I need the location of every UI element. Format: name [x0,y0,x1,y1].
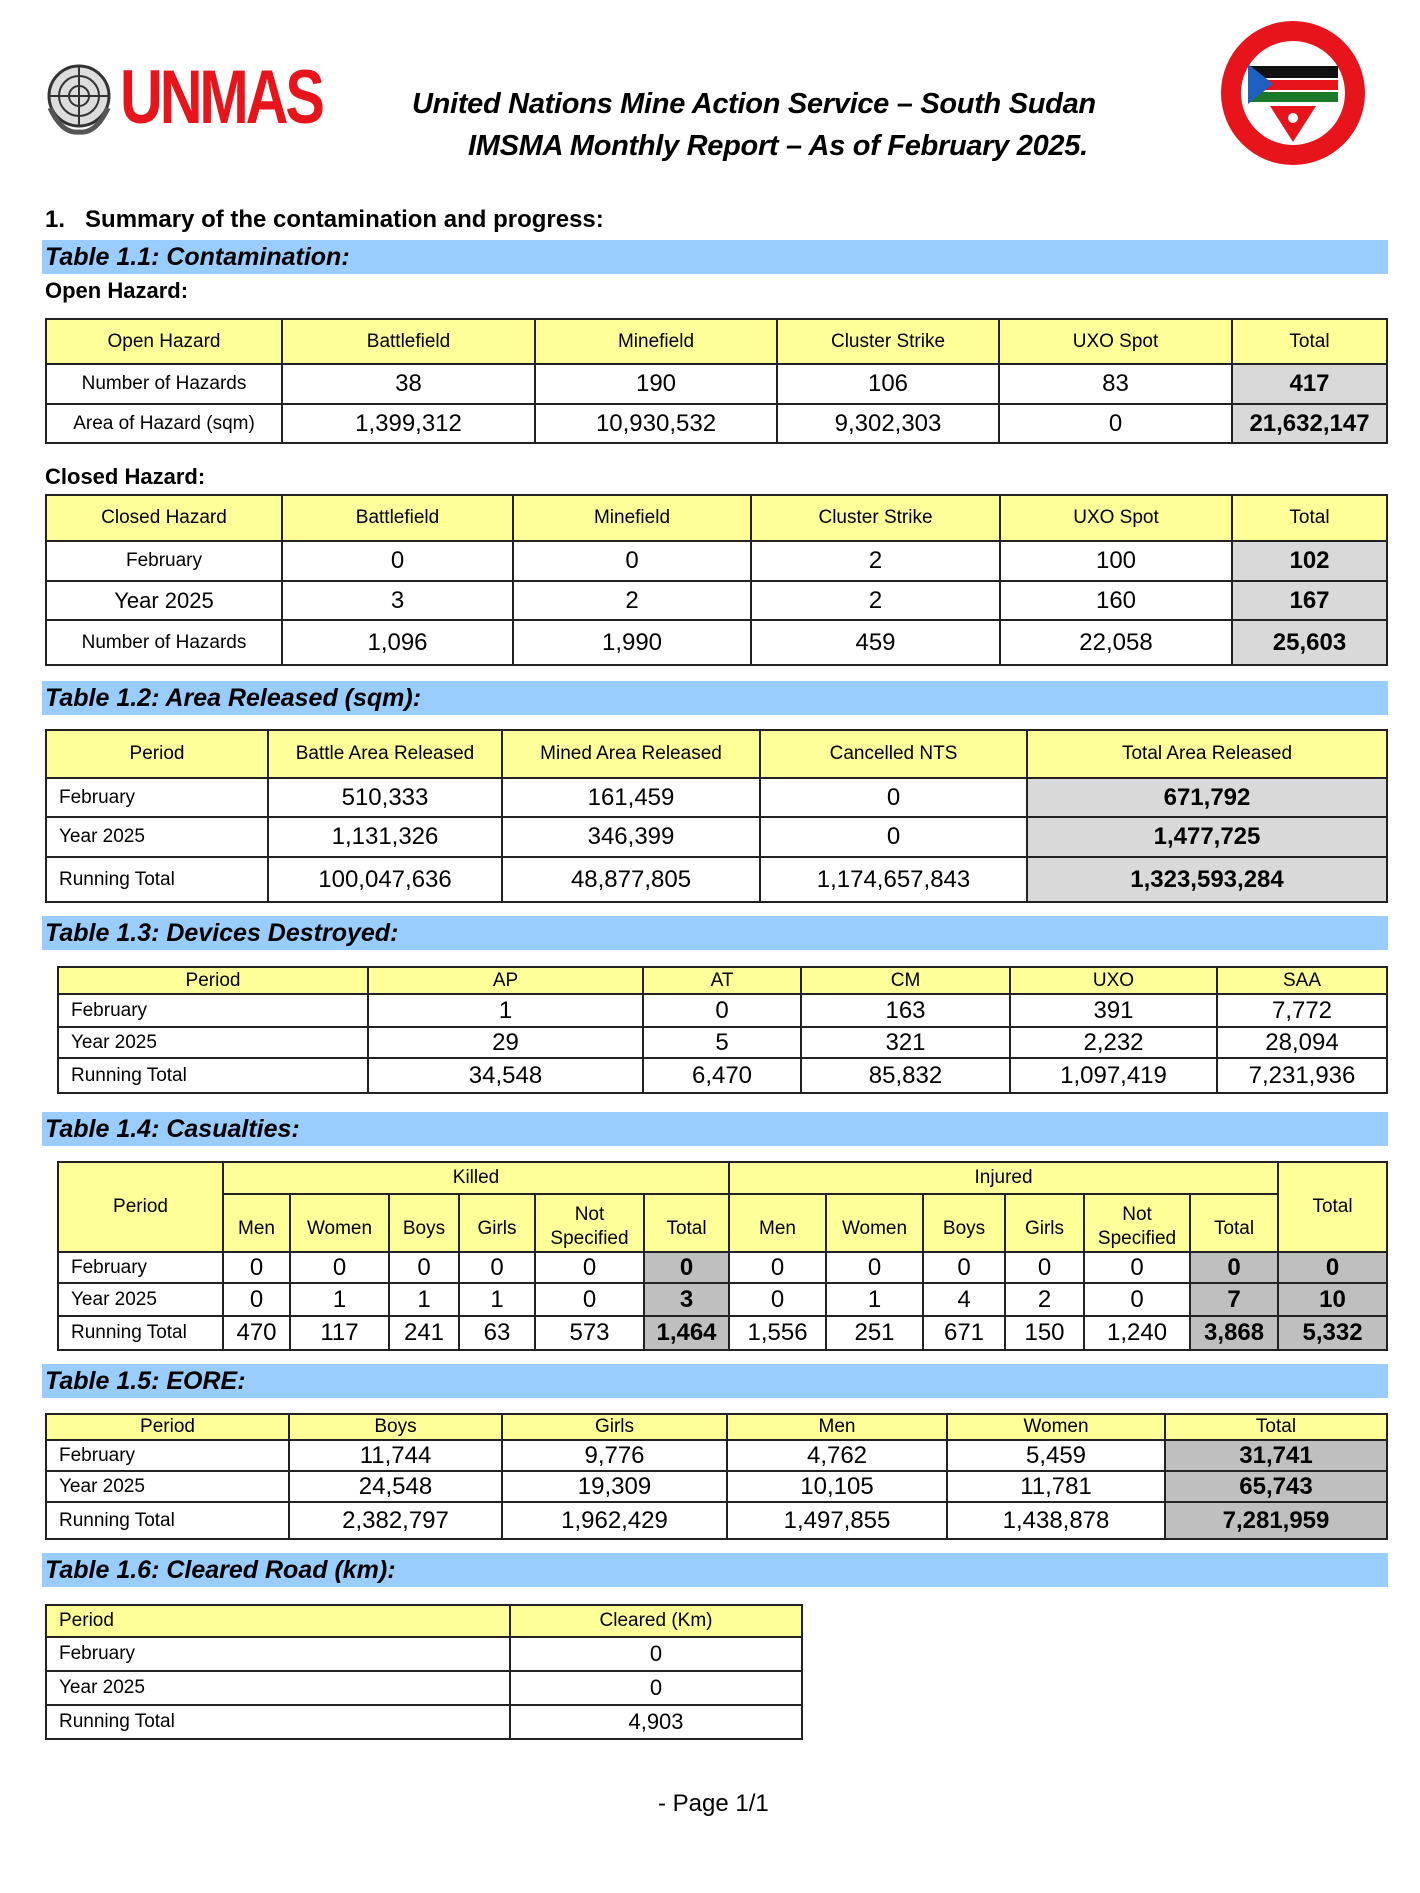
total-cell: 7 [1190,1283,1278,1316]
cell: 1 [290,1283,389,1316]
cell: 24,548 [289,1471,502,1502]
cell: 7,231,936 [1217,1058,1387,1093]
total-cell: 1,323,593,284 [1027,857,1387,902]
row-label: Running Total [46,1502,289,1539]
report-title-line1: United Nations Mine Action Service – South Sudan [412,88,1096,120]
open-hazard-table [45,318,1388,444]
col-header-killed: Killed [223,1162,729,1194]
table-row [58,1252,1387,1283]
cell: 0 [826,1252,923,1283]
col-header: Open Hazard [46,319,282,364]
table-row [58,1027,1387,1058]
cell: 160 [1000,581,1232,620]
cell: 0 [535,1283,644,1316]
table-row [46,541,1387,581]
table-row [46,1502,1387,1539]
cell: 19,309 [502,1471,727,1502]
cell: 0 [513,541,751,581]
col-header: UXO Spot [999,319,1232,364]
cell: 0 [290,1252,389,1283]
cell: 22,058 [1000,620,1232,665]
cell: 4,903 [510,1705,802,1739]
section-title: 1. Summary of the contamination and progress: [45,206,604,233]
total-cell: 21,632,147 [1232,404,1387,443]
col-header: Battle Area Released [268,730,502,778]
cell: 1 [368,994,643,1027]
total-cell: 10 [1278,1283,1387,1316]
cell: 1,240 [1084,1316,1190,1350]
cell: 251 [826,1316,923,1350]
casualties-table [57,1161,1388,1351]
table-row [46,817,1387,857]
row-label: February [58,994,368,1027]
cell: 0 [760,778,1027,817]
table-row [58,994,1387,1027]
table-1-3-title: Table 1.3: Devices Destroyed: [45,919,399,947]
cell: 10,930,532 [535,404,777,443]
col-header-sub: Women [826,1194,923,1252]
total-cell: 0 [1190,1252,1278,1283]
col-header: Total [1232,319,1387,364]
cell: 0 [1084,1283,1190,1316]
col-header-sub: Men [223,1194,290,1252]
open-hazard-label: Open Hazard: [45,278,189,303]
cell: 100,047,636 [268,857,502,902]
col-header: Cleared (Km) [510,1605,802,1637]
cell: 0 [389,1252,459,1283]
cell: 0 [223,1252,290,1283]
total-cell: 102 [1232,541,1387,581]
row-label: February [46,1637,510,1671]
cell: 0 [223,1283,290,1316]
cell: 28,094 [1217,1027,1387,1058]
area-released-table [45,729,1388,903]
col-header: AP [368,967,643,994]
cell: 7,772 [1217,994,1387,1027]
cell: 0 [923,1252,1005,1283]
table-1-5-title-bar [42,1364,1388,1398]
cell: 1,399,312 [282,404,535,443]
cell: 9,776 [502,1440,727,1471]
cell: 2 [751,581,1000,620]
cell: 2,382,797 [289,1502,502,1539]
cell: 0 [1084,1252,1190,1283]
col-header: Girls [502,1414,727,1440]
cell: 573 [535,1316,644,1350]
report-title-line2: IMSMA Monthly Report – As of February 2025. [468,130,1088,162]
cell: 6,470 [643,1058,801,1093]
table-row [46,1471,1387,1502]
row-label: Running Total [46,857,268,902]
table-row [46,1671,802,1705]
unmas-logo-text: UNMAS [120,55,322,140]
col-header: Period [46,1414,289,1440]
cell: 48,877,805 [502,857,760,902]
table-row [46,364,1387,404]
col-header: Men [727,1414,947,1440]
col-header: Minefield [535,319,777,364]
cell: 190 [535,364,777,404]
table-row [46,620,1387,665]
row-label: Year 2025 [58,1027,368,1058]
table-1-3-title-bar [42,916,1388,950]
col-header: Cluster Strike [751,495,1000,541]
row-label: Year 2025 [58,1283,223,1316]
cell: 150 [1005,1316,1084,1350]
row-label: February [46,541,282,581]
col-header-sub: Not Specified [535,1194,644,1252]
cell: 346,399 [502,817,760,857]
table-row [46,778,1387,817]
cell: 459 [751,620,1000,665]
cell: 510,333 [268,778,502,817]
cell: 4 [923,1283,1005,1316]
cell: 2 [1005,1283,1084,1316]
total-cell: 5,332 [1278,1316,1387,1350]
row-label: February [46,778,268,817]
col-header: UXO Spot [1000,495,1232,541]
col-header: Period [46,730,268,778]
cell: 38 [282,364,535,404]
col-header: Battlefield [282,319,535,364]
cell: 11,744 [289,1440,502,1471]
table-1-4-title: Table 1.4: Casualties: [45,1115,300,1143]
cell: 1 [826,1283,923,1316]
cell: 0 [459,1252,535,1283]
cell: 1,962,429 [502,1502,727,1539]
table-row [58,1058,1387,1093]
cell: 117 [290,1316,389,1350]
table-1-6-title: Table 1.6: Cleared Road (km): [45,1556,396,1584]
cell: 2,232 [1010,1027,1217,1058]
table-row [46,404,1387,443]
cell: 0 [282,541,513,581]
total-cell: 417 [1232,364,1387,404]
cell: 1 [389,1283,459,1316]
col-header: Mined Area Released [502,730,760,778]
col-header: Total [1165,1414,1387,1440]
cell: 106 [777,364,999,404]
row-label: Running Total [58,1058,368,1093]
col-header-sub: Girls [459,1194,535,1252]
table-1-6-title-bar [42,1553,1388,1587]
cell: 0 [760,817,1027,857]
cell: 34,548 [368,1058,643,1093]
cell: 5 [643,1027,801,1058]
col-header-period: Period [58,1162,223,1252]
col-header: Cluster Strike [777,319,999,364]
cell: 3 [282,581,513,620]
col-header: Closed Hazard [46,495,282,541]
cell: 100 [1000,541,1232,581]
total-cell: 1,464 [644,1316,729,1350]
closed-hazard-table [45,494,1388,666]
cell: 0 [729,1283,826,1316]
closed-hazard-label: Closed Hazard: [45,464,206,489]
cell: 83 [999,364,1232,404]
table-row [46,857,1387,902]
col-header-sub: Girls [1005,1194,1084,1252]
col-header: Boys [289,1414,502,1440]
table-row [46,1637,802,1671]
cell: 29 [368,1027,643,1058]
cell: 161,459 [502,778,760,817]
cell: 2 [513,581,751,620]
col-header: Cancelled NTS [760,730,1027,778]
col-header: Battlefield [282,495,513,541]
total-cell: 31,741 [1165,1440,1387,1471]
cell: 10,105 [727,1471,947,1502]
col-header: AT [643,967,801,994]
cell: 671 [923,1316,1005,1350]
row-label: Year 2025 [46,1671,510,1705]
cell: 0 [535,1252,644,1283]
table-1-1-title-bar [42,240,1388,274]
cleared-road-table [45,1604,803,1740]
cell: 1,990 [513,620,751,665]
cell: 11,781 [947,1471,1165,1502]
cell: 321 [801,1027,1010,1058]
col-header: CM [801,967,1010,994]
row-label: Number of Hazards [46,620,282,665]
cell: 9,302,303 [777,404,999,443]
cell: 4,762 [727,1440,947,1471]
cell: 1,097,419 [1010,1058,1217,1093]
row-label: Running Total [58,1316,223,1350]
col-header-sub: Boys [389,1194,459,1252]
row-label: February [46,1440,289,1471]
cell: 0 [999,404,1232,443]
cell: 0 [729,1252,826,1283]
cell: 0 [510,1637,802,1671]
row-label: Area of Hazard (sqm) [46,404,282,443]
cell: 470 [223,1316,290,1350]
cell: 0 [510,1671,802,1705]
cell: 1,096 [282,620,513,665]
col-header: UXO [1010,967,1217,994]
cell: 2 [751,541,1000,581]
table-row [58,1316,1387,1350]
total-cell: 0 [644,1252,729,1283]
total-cell: 25,603 [1232,620,1387,665]
row-label: Year 2025 [46,581,282,620]
col-header: Total Area Released [1027,730,1387,778]
total-cell: 167 [1232,581,1387,620]
col-header: Period [58,967,368,994]
col-header-sub: Total [644,1194,729,1252]
total-cell: 65,743 [1165,1471,1387,1502]
cell: 163 [801,994,1010,1027]
col-header: SAA [1217,967,1387,994]
eore-table [45,1413,1388,1540]
un-emblem-logo [42,58,117,138]
table-1-5-title: Table 1.5: EORE: [45,1367,246,1395]
row-label: Number of Hazards [46,364,282,404]
total-cell: 7,281,959 [1165,1502,1387,1539]
total-cell: 1,477,725 [1027,817,1387,857]
total-cell: 3,868 [1190,1316,1278,1350]
cell: 1,174,657,843 [760,857,1027,902]
national-mine-action-authority-seal [1218,18,1368,168]
table-row [46,581,1387,620]
table-1-2-title: Table 1.2: Area Released (sqm): [45,684,422,712]
col-header-sub: Not Specified [1084,1194,1190,1252]
cell: 0 [643,994,801,1027]
table-1-4-title-bar [42,1112,1388,1146]
cell: 0 [1005,1252,1084,1283]
table-row [46,1440,1387,1471]
page-number: - Page 1/1 [658,1790,769,1817]
cell: 1,497,855 [727,1502,947,1539]
table-row [46,1705,802,1739]
cell: 1,131,326 [268,817,502,857]
cell: 391 [1010,994,1217,1027]
cell: 1,438,878 [947,1502,1165,1539]
col-header: Women [947,1414,1165,1440]
row-label: Year 2025 [46,817,268,857]
cell: 1,556 [729,1316,826,1350]
col-header-sub: Men [729,1194,826,1252]
table-row [58,1283,1387,1316]
col-header-sub: Boys [923,1194,1005,1252]
row-label: Year 2025 [46,1471,289,1502]
total-cell: 0 [1278,1252,1387,1283]
col-header: Period [46,1605,510,1637]
table-1-1-title: Table 1.1: Contamination: [45,243,350,271]
cell: 63 [459,1316,535,1350]
col-header-sub: Total [1190,1194,1278,1252]
table-1-2-title-bar [42,681,1388,715]
col-header-sub: Women [290,1194,389,1252]
col-header-injured: Injured [729,1162,1278,1194]
cell: 85,832 [801,1058,1010,1093]
col-header: Total [1232,495,1387,541]
cell: 5,459 [947,1440,1165,1471]
total-cell: 3 [644,1283,729,1316]
row-label: Running Total [46,1705,510,1739]
col-header-grand-total: Total [1278,1162,1387,1252]
col-header: Minefield [513,495,751,541]
cell: 241 [389,1316,459,1350]
devices-destroyed-table [57,966,1388,1094]
cell: 1 [459,1283,535,1316]
row-label: February [58,1252,223,1283]
total-cell: 671,792 [1027,778,1387,817]
